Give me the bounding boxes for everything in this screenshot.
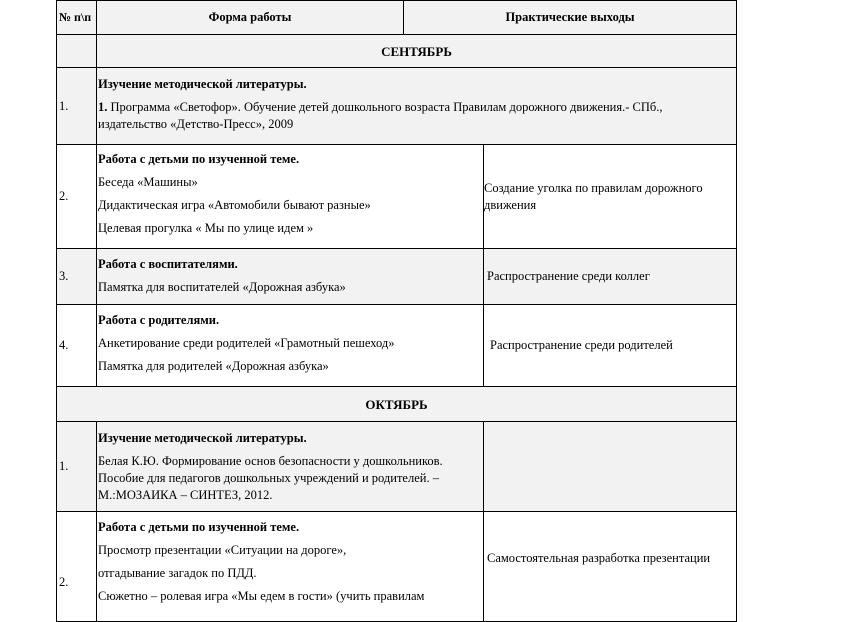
row-number: 2. [57,512,97,622]
row-text: Сюжетно – ролевая игра «Мы едем в гости» (учить правилам [98,589,425,603]
row-output: Распространение среди коллег [487,269,650,283]
table-row [57,249,737,305]
row-output: Создание уголка по правилам дорожного движения [484,181,703,212]
row-text: Целевая прогулка « Мы по улице идем » [98,221,314,235]
row-number: 2. [57,145,97,249]
row-text: Дидактическая игра «Автомобили бывают разные» [98,198,371,212]
month-row-october [57,387,737,422]
row-number: 4. [57,305,97,387]
table-row [57,512,737,622]
header-num: № п\п [57,1,97,35]
row-text: Беседа «Машины» [98,175,198,189]
row-heading: Работа с родителями. [98,313,220,327]
row-text: Белая К.Ю. Формирование основ безопасности у дошкольников. Пособие для педагогов дошкольных учреждений и родителей. – М.:МОЗАИКА – СИНТЕЗ, 2012. [98,454,443,502]
header-form: Форма работы [97,1,404,35]
row-output: Распространение среди родителей [490,338,673,352]
row-number: 3. [57,249,97,305]
table-row [57,145,737,249]
month-title-october: ОКТЯБРЬ [57,387,737,422]
table-row [57,422,737,512]
header-outputs: Практические выходы [404,1,737,35]
row-heading: Работа с детьми по изученной теме. [98,520,300,534]
table-row: 1. Изучение методической литературы. 1. Программа «Светофор». Обучение детей дошкольного возраста Правилам дорожного движения.- СПб., издательство «Детство-Пресс», 2009 [57,68,737,145]
row-heading: Изучение методической литературы. [98,431,307,445]
row-number: 1. [57,68,97,145]
row-heading: Работа с детьми по изученной теме. [98,152,300,166]
row-heading: Изучение методической литературы. [98,77,307,91]
table-header [57,1,737,35]
row-text: Просмотр презентации «Ситуации на дороге», [98,543,347,557]
row-text: Анкетирование среди родителей «Грамотный пешеход» [98,336,395,350]
row-text: отгадывание загадок по ПДД. [98,566,257,580]
row-heading: Работа с воспитателями. [98,257,238,271]
month-row-september [57,35,737,68]
table-row [57,305,737,387]
row-output: Самостоятельная разработка презентации [487,551,711,565]
row-number: 1. [57,422,97,512]
row-text: Программа «Светофор». Обучение детей дошкольного возраста Правилам дорожного движения.- СПб., издательство «Детство-Пресс», 2009 [98,100,663,131]
row-text: Памятка для родителей «Дорожная азбука» [98,359,329,373]
row-text: Памятка для воспитателей «Дорожная азбука» [98,280,346,294]
plan-table [56,0,737,622]
month-title-september: СЕНТЯБРЬ [97,35,737,68]
